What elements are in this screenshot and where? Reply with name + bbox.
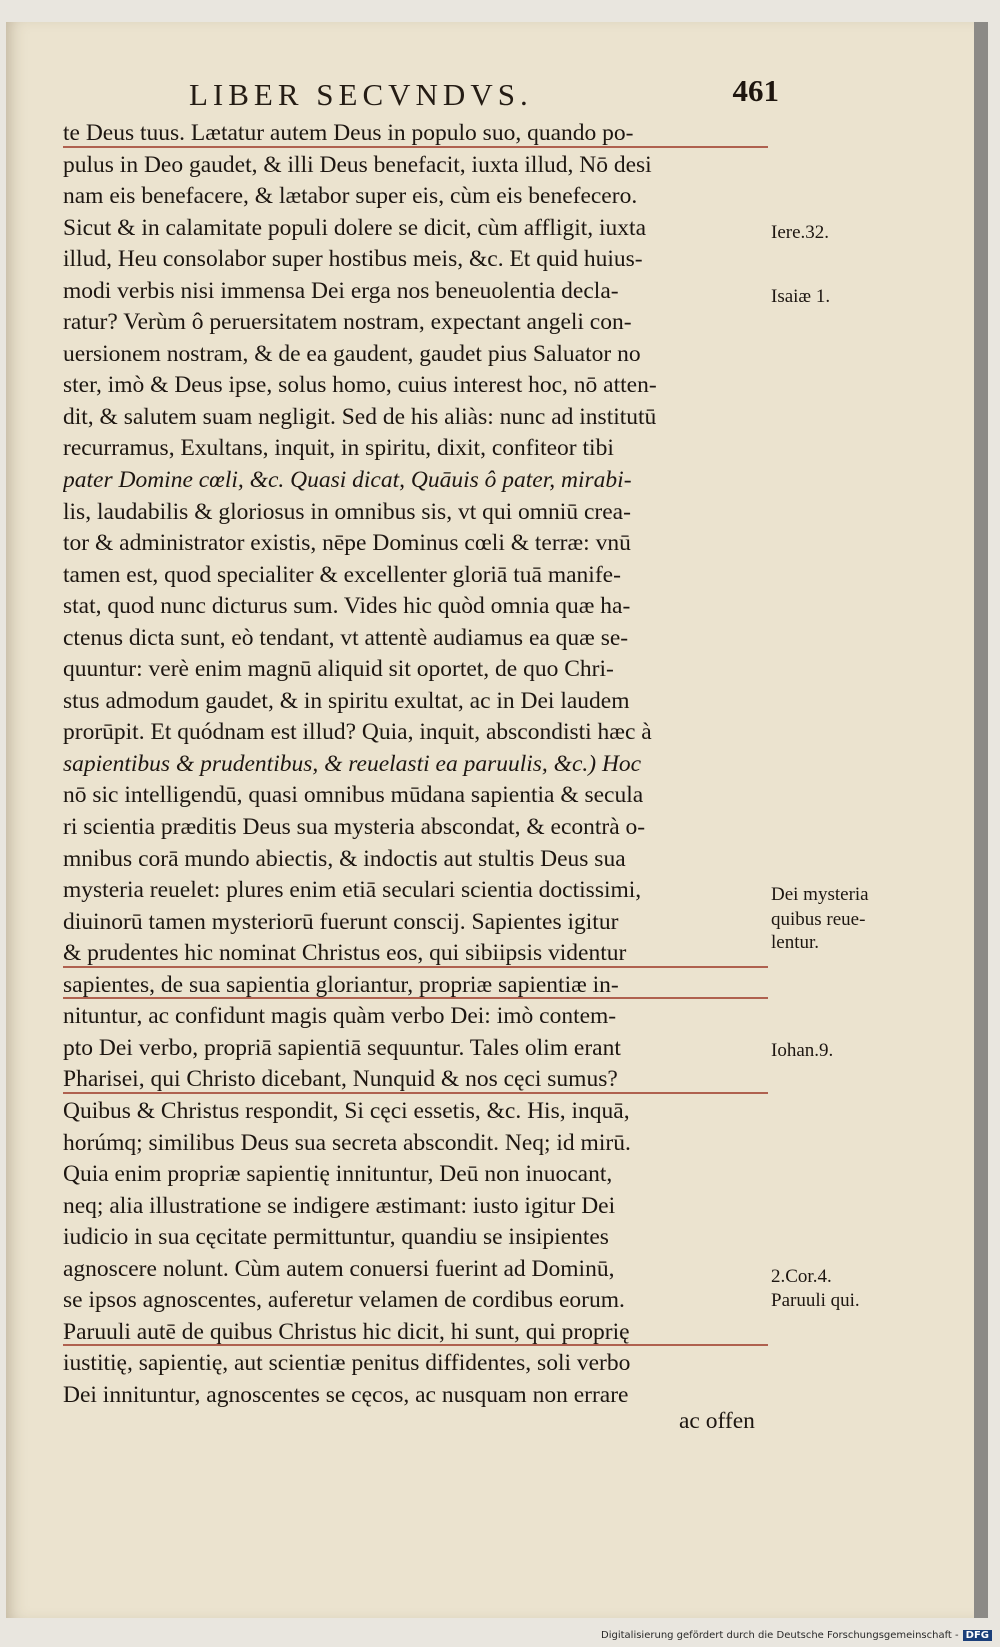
- text-line: tor & administrator existis, nēpe Dominus cœli & terræ: vnū: [63, 530, 631, 557]
- text-line: Paruuli autē de quibus Christus hic dicit, hi sunt, qui proprię: [63, 1317, 768, 1349]
- catchword: ac offen: [679, 1408, 755, 1434]
- text-line: stus admodum gaudet, & in spiritu exultat, ac in Dei laudem: [63, 687, 630, 714]
- text-line: te Deus tuus. Lætatur autem Deus in populo suo, quando po-: [63, 118, 768, 150]
- text-line: agnoscere nolunt. Cùm autem conuersi fuerint ad Dominū,: [63, 1255, 615, 1282]
- margin-note: Isaiæ 1.: [771, 286, 831, 307]
- text-line: lis, laudabilis & gloriosus in omnibus sis, vt qui omniū crea-: [63, 498, 631, 525]
- text-line: sapientibus & prudentibus, & reuelasti ea paruulis, &c.) Hoc: [63, 750, 642, 777]
- margin-note: Iohan.9.: [771, 1040, 834, 1061]
- text-line: nō sic intelligendū, quasi omnibus mūdana sapientia & secula: [63, 782, 644, 809]
- text-line: pto Dei verbo, propriā sapientiā sequuntur. Tales olim erant: [63, 1034, 621, 1061]
- text-line: pater Domine cœli, &c. Quasi dicat, Quāuis ô pater, mirabi-: [63, 467, 632, 494]
- text-line: pulus in Deo gaudet, & illi Deus benefacit, iuxta illud, Nō desi: [63, 151, 652, 178]
- body-text: [63, 118, 768, 1411]
- text-line: illud, Heu consolabor super hostibus meis, &c. Et quid huius-: [63, 246, 643, 273]
- margin-note: Iere.32.: [771, 222, 830, 243]
- text-line: Sicut & in calamitate populi dolere se dicit, cùm affligit, iuxta: [63, 214, 647, 241]
- text-line: Dei innituntur, agnoscentes se cęcos, ac nusquam non errare: [63, 1381, 629, 1408]
- text-line: sapientes, de sua sapientia gloriantur, propriæ sapientiæ in-: [63, 970, 768, 1002]
- text-line: ratur? Verùm ô peruersitatem nostram, expectant angeli con-: [63, 309, 632, 336]
- page-header: [189, 73, 779, 117]
- text-line: ri scientia præditis Deus sua mysteria abscondat, & econtrà o-: [63, 814, 646, 841]
- text-line: diuinorū tamen mysteriorū fuerunt conscij. Sapientes igitur: [63, 908, 619, 935]
- margin-note: 2.Cor.4.: [771, 1266, 832, 1287]
- text-line: recurramus, Exultans, inquit, in spiritu, dixit, confiteor tibi: [63, 435, 614, 462]
- text-line: quuntur: verè enim magnū aliquid sit oportet, de quo Chri-: [63, 656, 614, 683]
- text-line: Pharisei, qui Christo dicebant, Nunquid & nos cęci sumus?: [63, 1064, 768, 1096]
- text-line: dit, & salutem suam negligit. Sed de his aliàs: nunc ad institutū: [63, 403, 657, 430]
- text-line: mnibus corā mundo abiectis, & indoctis aut stultis Deus sua: [63, 845, 626, 872]
- text-line: mysteria reuelet: plures enim etiā seculari scientia doctissimi,: [63, 877, 642, 904]
- text-line: prorūpit. Et quódnam est illud? Quia, inquit, abscondisti hæc à: [63, 719, 652, 746]
- text-line: stat, quod nunc dicturus sum. Vides hic quòd omnia quæ ha-: [63, 593, 631, 620]
- text-line: iudicio in sua cęcitate permittuntur, quandiu se insipientes: [63, 1224, 609, 1251]
- text-line: nituntur, ac confidunt magis quàm verbo Dei: imò contem-: [63, 1003, 617, 1030]
- margin-note: Dei mysteria: [771, 884, 869, 905]
- text-line: horúmq; similibus Deus sua secreta abscondit. Neq; id mirū.: [63, 1129, 631, 1156]
- margin-note: lentur.: [771, 932, 820, 953]
- text-line: iustitię, sapientię, aut scientiæ penitus diffidentes, soli verbo: [63, 1350, 631, 1377]
- footer-text: Digitalisierung gefördert durch die Deutsche Forschungsgemeinschaft -: [601, 1630, 959, 1641]
- text-line: Quibus & Christus respondit, Si cęci essetis, &c. His, inquā,: [63, 1097, 630, 1124]
- text-line: neq; alia illustratione se indigere æstimant: iusto igitur Dei: [63, 1192, 616, 1219]
- text-line: se ipsos agnoscentes, auferetur velamen de cordibus eorum.: [63, 1287, 625, 1314]
- text-line: nam eis benefacere, & lætabor super eis, cùm eis benefecero.: [63, 183, 638, 210]
- margin-note: quibus reue-: [771, 909, 866, 930]
- text-line: tamen est, quod specialiter & excellenter gloriā tuā manife-: [63, 561, 621, 588]
- margin-note: Paruuli qui.: [771, 1290, 860, 1311]
- text-line: uersionem nostram, & de ea gaudent, gaudet pius Saluator no: [63, 340, 641, 367]
- footer-credit: [601, 1630, 992, 1641]
- running-head: LIBER SECVNDVS.: [189, 77, 533, 112]
- text-line: ster, imò & Deus ipse, solus homo, cuius interest hoc, nō atten-: [63, 372, 657, 399]
- dfg-logo: DFG: [963, 1630, 992, 1641]
- book-page: [6, 22, 988, 1618]
- text-line: modi verbis nisi immensa Dei erga nos beneuolentia decla-: [63, 277, 619, 304]
- text-line: Quia enim propriæ sapientię innituntur, Deū non inuocant,: [63, 1161, 613, 1188]
- text-line: & prudentes hic nominat Christus eos, qui sibiipsis videntur: [63, 938, 768, 970]
- text-line: ctenus dicta sunt, eò tendant, vt attentè audiamus ea quæ se-: [63, 624, 629, 651]
- folio-number: 461: [732, 73, 779, 108]
